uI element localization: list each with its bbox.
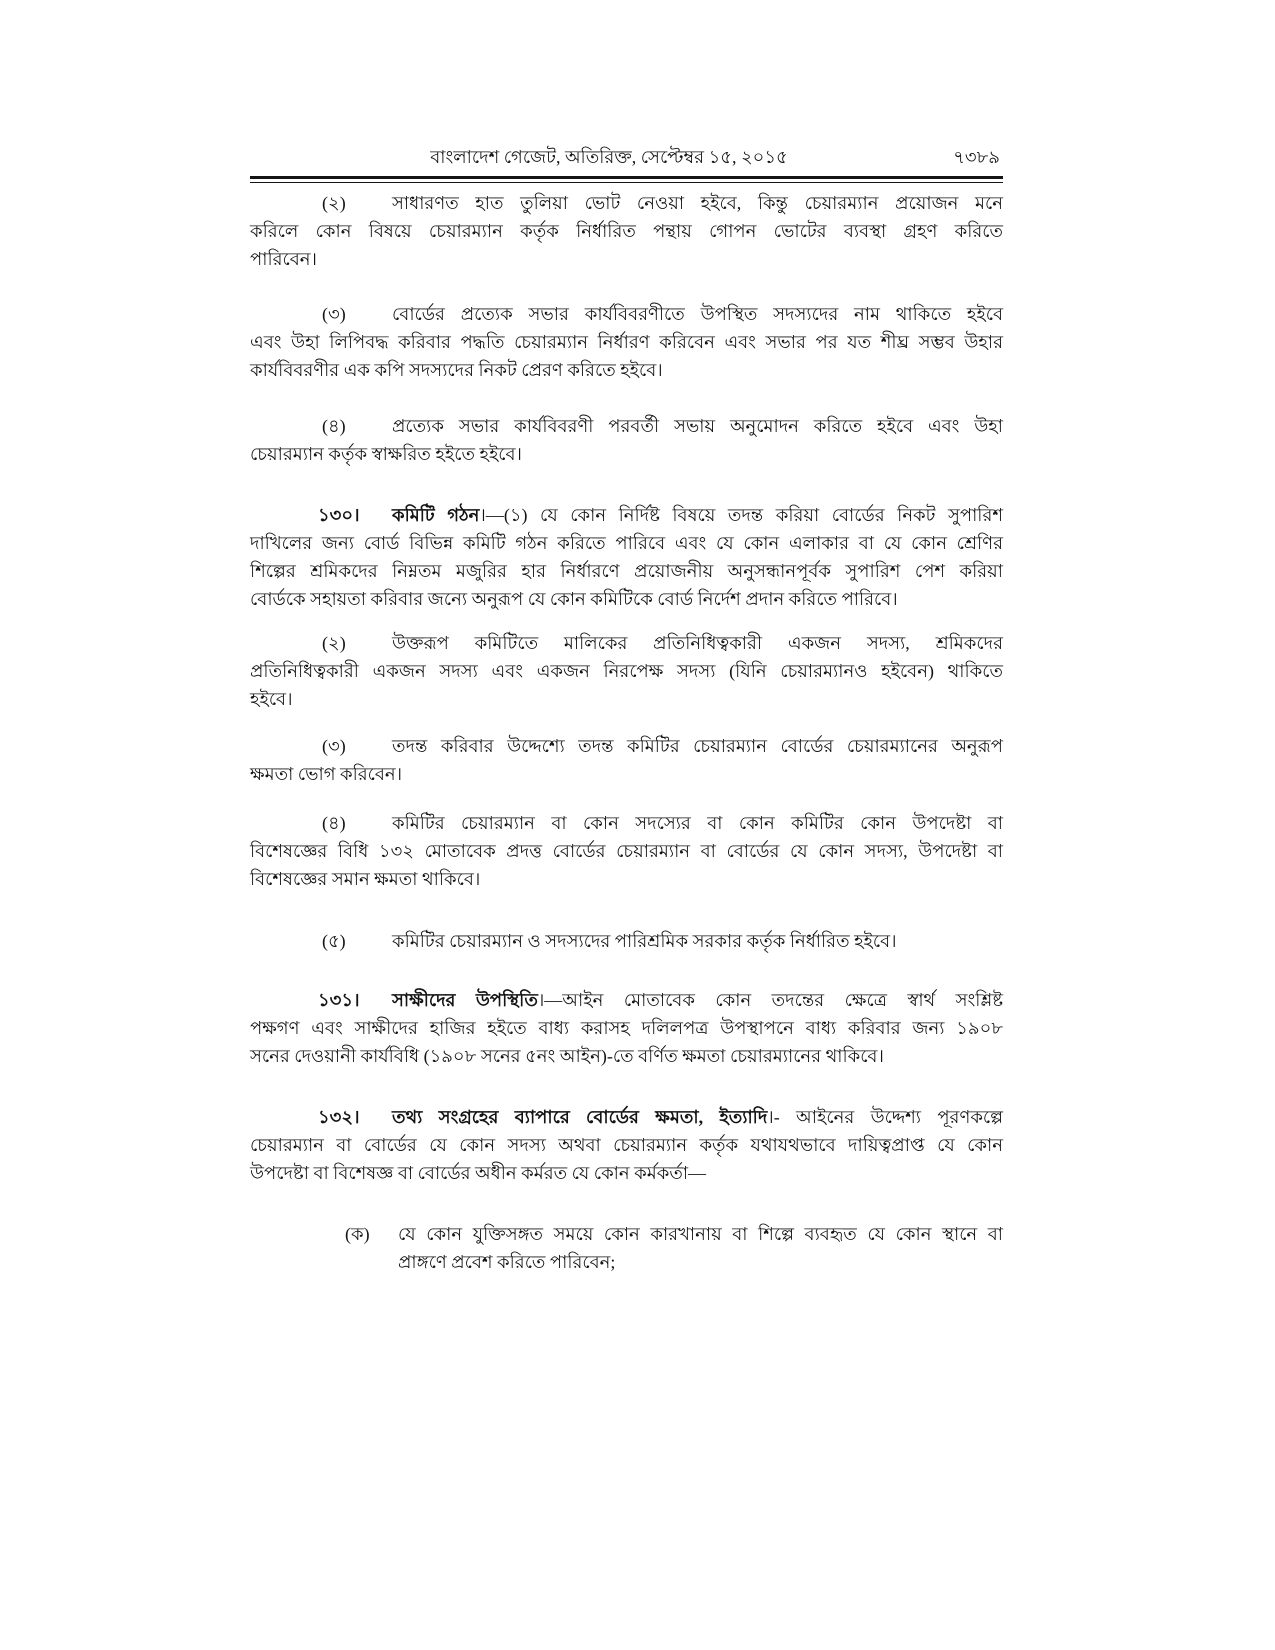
- page-header: [250, 143, 1003, 171]
- paragraph-first-line: [250, 927, 1003, 955]
- section-132-information-powers: [250, 1103, 1003, 1187]
- paragraph-line: করিলে কোন বিষয়ে চেয়ারম্যান কর্তৃক নির্ধারিত পন্থায় গোপন ভোটের ব্যবস্থা গ্রহণ করিতে: [250, 221, 1003, 241]
- paragraph-first-line: [250, 412, 1003, 440]
- paragraph-line: ক্ষমতা ভোগ করিবেন।: [250, 764, 403, 784]
- clause-adviser-powers: [250, 809, 1003, 893]
- paragraph-line: প্রাঙ্গণে প্রবেশ করিতে পারিবেন;: [398, 1252, 616, 1272]
- paragraph-text: [392, 986, 1003, 1014]
- paragraph-text: [392, 1103, 1003, 1131]
- clause-number: (৪): [322, 813, 346, 833]
- paragraph-text: [392, 501, 1003, 529]
- page-number: ৭৩৮৯: [953, 147, 1000, 167]
- paragraph-line: চেয়ারম্যান কর্তৃক স্বাক্ষরিত হইতে হইবে।: [250, 444, 522, 464]
- clause-remuneration: [250, 927, 1003, 955]
- paragraph-line: সনের দেওয়ানী কার্যবিধি (১৯০৮ সনের ৫নং আইন)-তে বর্ণিত ক্ষমতা চেয়ারম্যানের থাকিবে।: [250, 1046, 884, 1066]
- paragraph-text: তদন্ত করিবার উদ্দেশ্যে তদন্ত কমিটির চেয়ারম্যান বোর্ডের চেয়ারম্যানের অনুরূপ: [392, 736, 1003, 756]
- section-130-committee-formation: [250, 501, 1003, 613]
- clause-minutes: [250, 300, 1003, 384]
- paragraph-line: পক্ষগণ এবং সাক্ষীদের হাজির হইতে বাধ্য করাসহ দলিলপত্র উপস্থাপনে বাধ্য করিবার জন্য ১৯০৮: [250, 1018, 1003, 1038]
- paragraph-line: বিশেষজ্ঞের বিধি ১৩২ মোতাবেক প্রদত্ত বোর্ডের চেয়ারম্যান বা বোর্ডের যে কোন সদস্য, উপদেষ্টা বা: [250, 841, 1003, 861]
- clause-voting: [250, 189, 1003, 273]
- paragraph-first-line: [250, 1103, 1003, 1131]
- clause-number: (৩): [322, 304, 346, 324]
- clause-committee-members: [250, 629, 1003, 713]
- paragraph-line: কার্যবিবরণীর এক কপি সদস্যদের নিকট প্রেরণ করিতে হইবে।: [250, 360, 663, 380]
- paragraph-line: পারিবেন।: [250, 249, 317, 269]
- paragraph-line: হইবে।: [250, 689, 293, 709]
- paragraph-first-line: [250, 732, 1003, 760]
- paragraph-first-line: [250, 501, 1003, 529]
- section-number: ১৩১।: [318, 990, 360, 1010]
- section-number: ১৩০।: [318, 505, 360, 525]
- paragraph-text: বোর্ডের প্রত্যেক সভার কার্যবিবরণীতে উপস্থিত সদস্যদের নাম থাকিতে হইবে: [392, 304, 1003, 324]
- paragraph-text: যে কোন যুক্তিসঙ্গত সময়ে কোন কারখানায় বা শিল্পে ব্যবহৃত যে কোন স্থানে বা: [398, 1224, 1003, 1244]
- paragraph-line: উপদেষ্টা বা বিশেষজ্ঞ বা বোর্ডের অধীন কর্মরত যে কোন কর্মকর্তা—: [250, 1163, 707, 1183]
- section-text: ।—আইন মোতাবেক কোন তদন্তের ক্ষেত্রে স্বার্থ সংশ্লিষ্ট: [537, 990, 1003, 1010]
- clause-number: (২): [322, 193, 346, 213]
- clause-number: (৩): [322, 736, 346, 756]
- sub-clause-ka: [250, 1220, 1003, 1276]
- section-131-witnesses: [250, 986, 1003, 1070]
- gazette-title: বাংলাদেশ গেজেট, অতিরিক্ত, সেপ্টেম্বর ১৫, ২০১৫: [430, 147, 788, 167]
- clause-approval: [250, 412, 1003, 468]
- paragraph-first-line: [250, 629, 1003, 657]
- paragraph-line: দাখিলের জন্য বোর্ড বিভিন্ন কমিটি গঠন করিতে পারিবে এবং যে কোন এলাকার বা যে কোন শ্রেণির: [250, 533, 1003, 553]
- paragraph-line: বোর্ডকে সহায়তা করিবার জন্যে অনুরূপ যে কোন কমিটিকে বোর্ড নির্দেশ প্রদান করিতে পারিবে।: [250, 589, 898, 609]
- sub-clause-label: (ক): [345, 1224, 370, 1244]
- section-number: ১৩২।: [318, 1107, 360, 1127]
- paragraph-line: এবং উহা লিপিবদ্ধ করিবার পদ্ধতি চেয়ারম্যান নির্ধারণ করিবেন এবং সভার পর যত শীঘ্র সম্ভব উহার: [250, 332, 1003, 352]
- paragraph-text: উক্তরূপ কমিটিতে মালিকের প্রতিনিধিত্বকারী একজন সদস্য, শ্রমিকদের: [392, 633, 1003, 653]
- paragraph-text: সাধারণত হাত তুলিয়া ভোট নেওয়া হইবে, কিন্তু চেয়ারম্যান প্রয়োজন মনে: [392, 193, 1003, 213]
- document-body: [250, 189, 1003, 1276]
- header-double-rule: [250, 176, 1003, 183]
- section-heading: কমিটি গঠন: [392, 505, 480, 525]
- section-text: ।—(১) যে কোন নির্দিষ্ট বিষয়ে তদন্ত করিয়া বোর্ডের নিকট সুপারিশ: [479, 505, 1004, 525]
- clause-number: (২): [322, 633, 346, 653]
- clause-number: (৪): [322, 416, 346, 436]
- paragraph-text: কমিটির চেয়ারম্যান বা কোন সদস্যের বা কোন কমিটির কোন উপদেষ্টা বা: [392, 813, 1003, 833]
- paragraph-text: কমিটির চেয়ারম্যান ও সদস্যদের পারিশ্রমিক সরকার কর্তৃক নির্ধারিত হইবে।: [392, 931, 897, 951]
- paragraph-first-line: [250, 300, 1003, 328]
- paragraph-line: প্রতিনিধিত্বকারী একজন সদস্য এবং একজন নিরপেক্ষ সদস্য (যিনি চেয়ারম্যানও হইবেন) থাকিতে: [250, 661, 1003, 681]
- paragraph-text: প্রত্যেক সভার কার্যবিবরণী পরবর্তী সভায় অনুমোদন করিতে হইবে এবং উহা: [392, 416, 1003, 436]
- section-heading: তথ্য সংগ্রহের ব্যাপারে বোর্ডের ক্ষমতা, ইত্যাদি: [392, 1107, 768, 1127]
- paragraph-first-line: [250, 1220, 1003, 1248]
- paragraph-first-line: [250, 986, 1003, 1014]
- section-text: ।- আইনের উদ্দেশ্য পূরণকল্পে: [767, 1107, 1004, 1127]
- paragraph-line: চেয়ারম্যান বা বোর্ডের যে কোন সদস্য অথবা চেয়ারম্যান কর্তৃক যথাযথভাবে দায়িত্বপ্রাপ্ত যে কোন: [250, 1135, 1003, 1155]
- paragraph-line: শিল্পের শ্রমিকদের নিম্নতম মজুরির হার নির্ধারণে প্রয়োজনীয় অনুসন্ধানপূর্বক সুপারিশ পেশ করিয়া: [250, 561, 1003, 581]
- paragraph-first-line: [250, 189, 1003, 217]
- clause-number: (৫): [322, 931, 346, 951]
- paragraph-line: বিশেষজ্ঞের সমান ক্ষমতা থাকিবে।: [250, 869, 481, 889]
- clause-chairman-powers: [250, 732, 1003, 788]
- section-heading: সাক্ষীদের উপস্থিতি: [392, 990, 538, 1010]
- paragraph-first-line: [250, 809, 1003, 837]
